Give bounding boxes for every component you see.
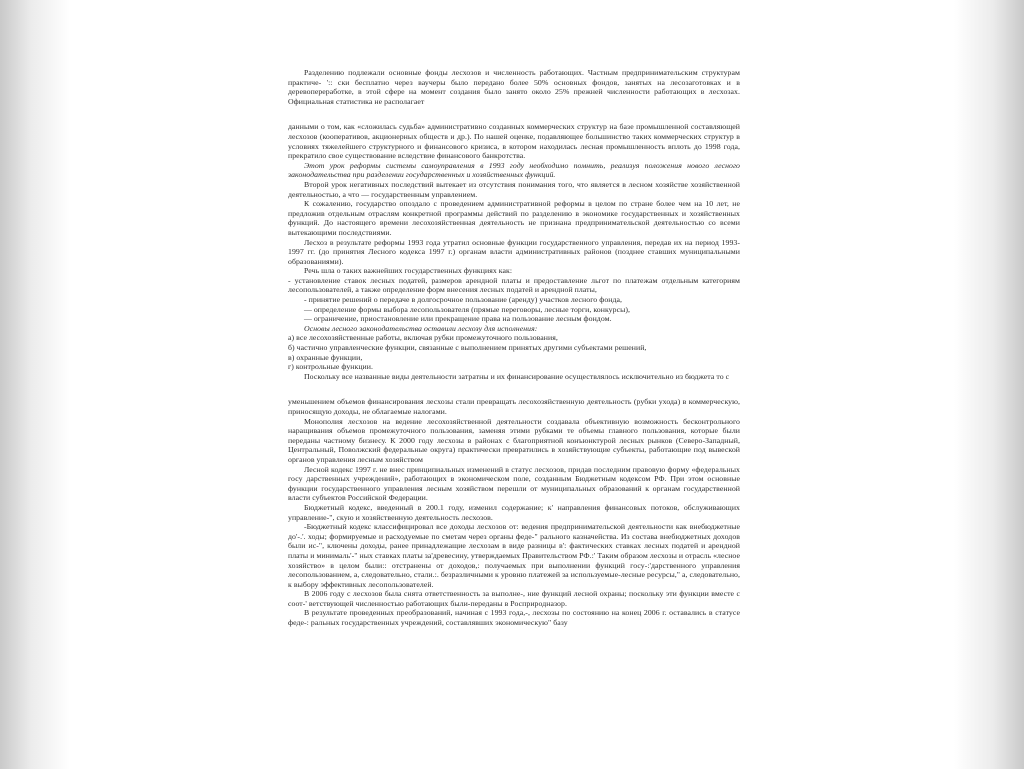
paragraph: Речь шла о таких важнейших государственных функциях как: [304,266,513,276]
paragraph: -Бюджетный кодекс классифицировал все доходы лесхозов от: ведения предпринимательской деятельности как внебюджетные до'-.'. ходы; формируемые и расходуемые по сметам через органы феде-" рального казначейства. Из состава внебюджетных доходов были ис-", ключены доходы, ранее принадлежащие лесхозам в виде разницы в': фактических ставках лесных податей и арендной платы и минималь'-" ных ставках платы за'древесину, утверждаемых Правительством РФ.:' Таким образом лесхозы и отрасль «лесное хозяйство» в целом были:: отстранены от доходов,: получаемых при выполнении функций госу-:'дарственного управления лесопользованием, а, следовательно, стали.:. безразличными к уровню платежей за используемые-лесные ресурсы," а, следовательно, к выбору эффективных лесопользователей. [288,522,740,589]
list-item: а) все лесохозяйственные работы, включая рубки промежуточного пользования, [288,333,558,343]
list-item: - установление ставок лесных податей, размеров арендной платы и предоставление льгот по платежам отдельным категориям лесопользователей, а также определение форм внесения лесных податей и арендной платы, [288,275,740,295]
paragraph: К сожалению, государство опоздало с проведением административной реформы в целом по стране более чем на 10 лет, не предложив отдельным отраслям конкретной программы действий по разделению в экономике государственных и хозяйственных функций. До настоящего времени лесохозяйственная деятельность не признана предпринимательской деятельностью со всеми вытекающими последствиями. [288,199,740,237]
paragraph: В результате проведенных преобразований, начиная с 1993 года,-, лесхозы по состоянию на конец 2006 г. оставались в статусе феде-: ральных государственных учреждений, составлявших экономическую" базу [288,608,740,628]
paragraph: данными о том, как «сложилась судьба» административно созданных коммерческих структур на базе промышленной составляющей лесхозов (кооперативов, акционерных обществ и др.). По нашей оценке, подавляющее большинство таких коммерческих структур в условиях тяжелейшего структурного и финансового кризиса, в котором находилась лесная промышленность вплоть до 1998 года, прекратило свое существование вследствие финансового банкротства. [288,122,740,161]
paragraph: Лесной кодекс 1997 г. не внес принципиальных изменений в статус лесхозов, придав последним правовую форму «федеральных госу дарственных учреждений», работающих в экономическом поле, созданным Бюджетным кодексом РФ. При этом основные функции государственного управления лесным хозяйством перешли от муниципальных образований к органам государственной власти субъектов Российской Федерации. [288,464,740,503]
right-edge-shadow [954,0,1024,769]
list-item: г) контрольные функции. [288,362,374,372]
list-item: б) частично управленческие функции, связанные с выполнением принятых другими субъектами решений, [288,343,647,353]
document-text-column [288,68,740,628]
list-item: - принятие решений о передаче в долгосрочное пользование (аренду) участков лесного фонда, [304,295,623,305]
left-edge-shadow [0,0,70,769]
list-item: — определение формы выбора лесопользователя (прямые переговоры, лесные торги, конкурсы), [304,304,631,314]
paragraph: Монополия лесхозов на ведение лесохозяйственной деятельности создавала объективную возможность бесконтрольного наращивания объемов промежуточного пользования, заменяя этими рубками те объемы главного пользования, которые были переданы частному бизнесу. К 2000 году лесхозы в районах с благоприятной конъюнктурой лесных рынков (Северо-Западный, Центральный, Поволжский федеральные округа) практически превратились в хозяйствующие субъекты, работающие под вывеской органов управления лесным хозяйством [288,416,740,464]
list-item: в) охранные функции, [288,352,363,362]
paragraph: Бюджетный кодекс, введенный в 200.1 году, изменил содержание; к' направления финансовых потоков, обслуживающих управление-", скую и хозяйственную деятельность лесхозов. [288,502,740,522]
paragraph: Разделению подлежали основные фонды лесхозов и численность работающих. Частным предпринимательским структурам практиче- ':: ски бесплатно через ваучеры было передано более 50% основных фондов, занятых на лесозаготовках и в деревопереработке, в этой сфере на момент создания было занято около 25% прежней численности работающих в лесхозах. Официальная статистика не располагает [288,68,740,106]
paragraph: Поскольку все названные виды деятельности затратны и их финансирование осуществлялось исключительно из бюджета то с [304,371,730,381]
paragraph: В 2006 году с лесхозов была снята ответственность за выполне-, ние функций лесной охраны; поскольку эти функции вместе с соот-' ветствующей численностью работающих были-переданы в Росприродназор. [288,589,740,608]
italic-paragraph: Этот урок реформы системы самоуправления в 1993 году необходимо помнить, реализуя положения нового лесного законодательства при разделении государственных и хозяйственных функций. [288,160,740,180]
paragraph: Второй урок негативных последствий вытекает из отсутствия понимания того, что является в лесном хозяйстве хозяйственной деятельностью, а что — государственным управлением. [288,179,740,199]
paragraph: Лесхоз в результате реформы 1993 года утратил основные функции государственного управления, передав их на период 1993-1997 гг. (до принятия Лесного кодекса 1997 г.) органам власти административных районов (позднее ставших муниципальными образованиями). [288,237,740,266]
italic-lead: Основы лесного законодательства оставили лесхозу для исполнения: [304,323,538,333]
list-item: — ограничение, приостановление или прекращение права на пользование лесным фондом. [304,314,612,324]
paragraph: уменьшением объемов финансирования лесхозы стали превращать лесохозяйственную деятельность (рубки ухода) в коммерческую, приносящую доходы, не облагаемые налогами. [288,397,740,416]
